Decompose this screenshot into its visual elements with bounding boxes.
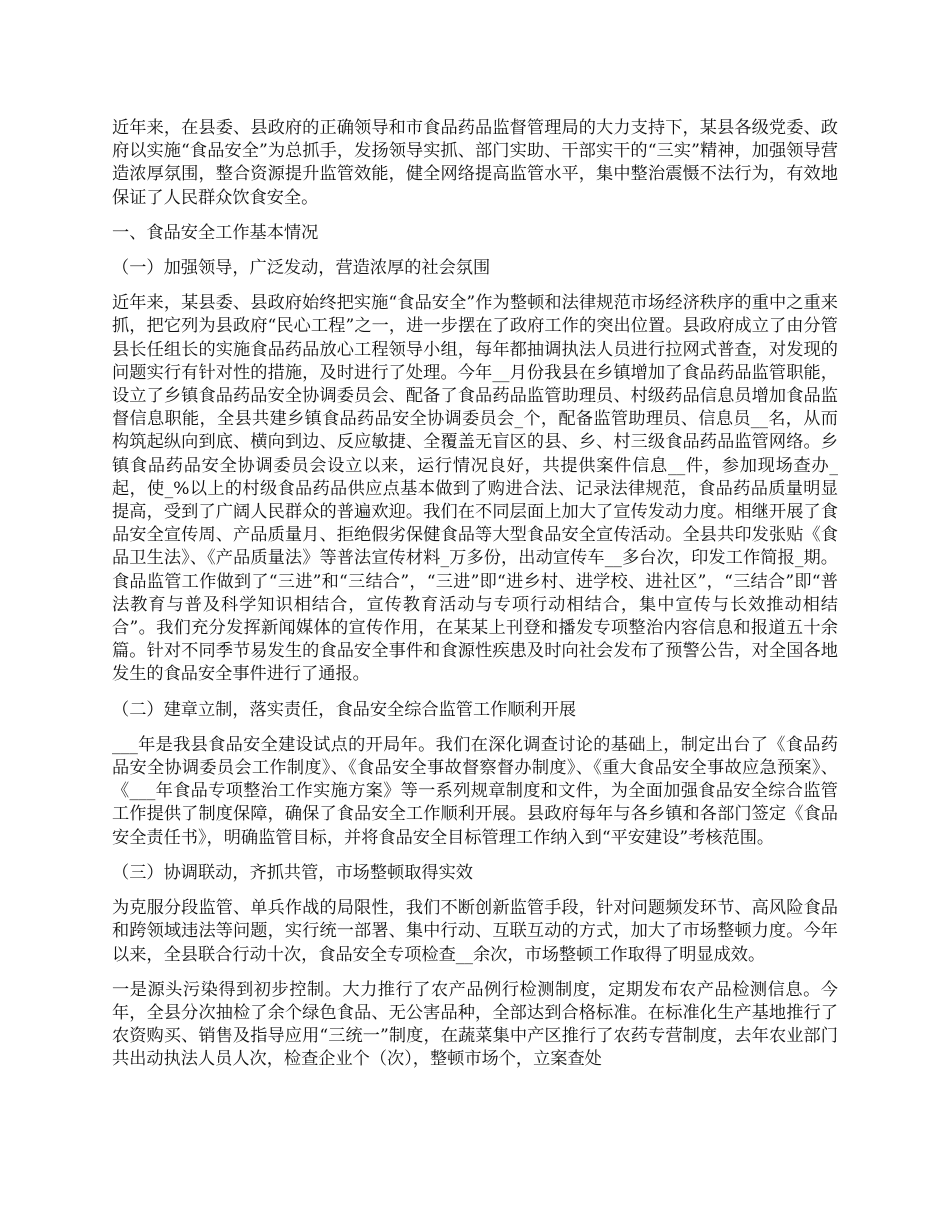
section-heading-basic-situation: 一、食品安全工作基本情况: [112, 222, 319, 243]
document-body: [112, 117, 838, 1084]
subsection-2-paragraph: ___年是我县食品安全建设试点的开局年。我们在深化调查讨论的基础上，制定出台了《食品药品安全协调委员会工作制度》、《食品安全事故督察督办制度》、《重大食品安全事故应急预案》、《___年食品专项整治工作实施方案》等一系列规章制度和文件，为全面加强食品安全综合监管工作提供了制度保障，确保了食品安全工作顺利开展。县政府每年与各乡镇和各部门签定《食品安全责任书》，明确监管目标，并将食品安全目标管理工作纳入到“平安建设”考核范围。: [112, 734, 838, 848]
subsection-heading-2: （二）建章立制，落实责任，食品安全综合监管工作顺利开展: [112, 699, 577, 720]
subsection-heading-1: （一）加强领导，广泛发动，营造浓厚的社会氛围: [112, 258, 491, 279]
intro-paragraph: 近年来，在县委、县政府的正确领导和市食品药品监督管理局的大力支持下，某县各级党委、政府以实施“食品安全”为总抓手，发扬领导实抓、部门实助、干部实干的“三实”精神，加强领导营造浓厚氛围，整合资源提升监管效能，健全网络提高监管水平，集中整治震慑不法行为，有效地保证了人民群众饮食安全。: [112, 118, 838, 208]
subsection-3-paragraph: 为克服分段监管、单兵作战的局限性，我们不断创新监管手段，针对问题频发环节、高风险食品和跨领域违法等问题，实行统一部署、集中行动、互联互动的方式，加大了市场整顿力度。今年以来，全县联合行动十次，食品安全专项检查__余次，市场整顿工作取得了明显成效。: [112, 898, 838, 965]
subsection-1-paragraph: 近年来，某县委、县政府始终把实施“食品安全”作为整顿和法律规范市场经济秩序的重中之重来抓，把它列为县政府“民心工程”之一，进一步摆在了政府工作的突出位置。县政府成立了由分管县长任组长的实施食品药品放心工程领导小组，每年都抽调执法人员进行拉网式普查，对发现的问题实行有针对性的措施，及时进行了处理。今年__月份我县在乡镇增加了食品药品监管职能，设立了乡镇食品药品安全协调委员会、配备了食品药品监管助理员、村级药品信息员增加食品监督信息职能，全县共建乡镇食品药品安全协调委员会_个，配备监管助理员、信息员__名，从而构筑起纵向到底、横向到边、反应敏捷、全覆盖无盲区的县、乡、村三级食品药品监管网络。乡镇食品药品安全协调委员会设立以来，运行情况良好，共提供案件信息__件，参加现场查办_起，使_%以上的村级食品药品供应点基本做到了购进合法、记录法律规范，食品药品质量明显提高，受到了广阔人民群众的普遍欢迎。我们在不同层面上加大了宣传发动力度。相继开展了食品安全宣传周、产品质量月、拒绝假劣保健食品等大型食品安全宣传活动。全县共印发张贴《食品卫生法》、《产品质量法》等普法宣传材料_万多份，出动宣传车__多台次，印发工作简报_期。食品监管工作做到了“三进”和“三结合”，“三进”即“进乡村、进学校、进社区”，“三结合”即“普法教育与普及科学知识相结合，宣传教育活动与专项行动相结合，集中宣传与长效推动相结合”。我们充分发挥新闻媒体的宣传作用，在某某上刊登和播发专项整治内容信息和报道五十余篇。针对不同季节易发生的食品安全事件和食源性疾患及时向社会发布了预警公告，对全国各地发生的食品安全事件进行了通报。: [112, 293, 838, 685]
subsection-3-point-1-paragraph: 一是源头污染得到初步控制。大力推行了农产品例行检测制度，定期发布农产品检测信息。今年，全县分次抽检了余个绿色食品、无公害品种，全部达到合格标准。在标准化生产基地推行了农资购买、销售及指导应用“三统一”制度，在蔬菜集中产区推行了农药专营制度，去年农业部门共出动执法人员人次，检查企业个（次），整顿市场个，立案查处: [112, 979, 838, 1070]
subsection-heading-3: （三）协调联动，齐抓共管，市场整顿取得实效: [112, 862, 473, 883]
